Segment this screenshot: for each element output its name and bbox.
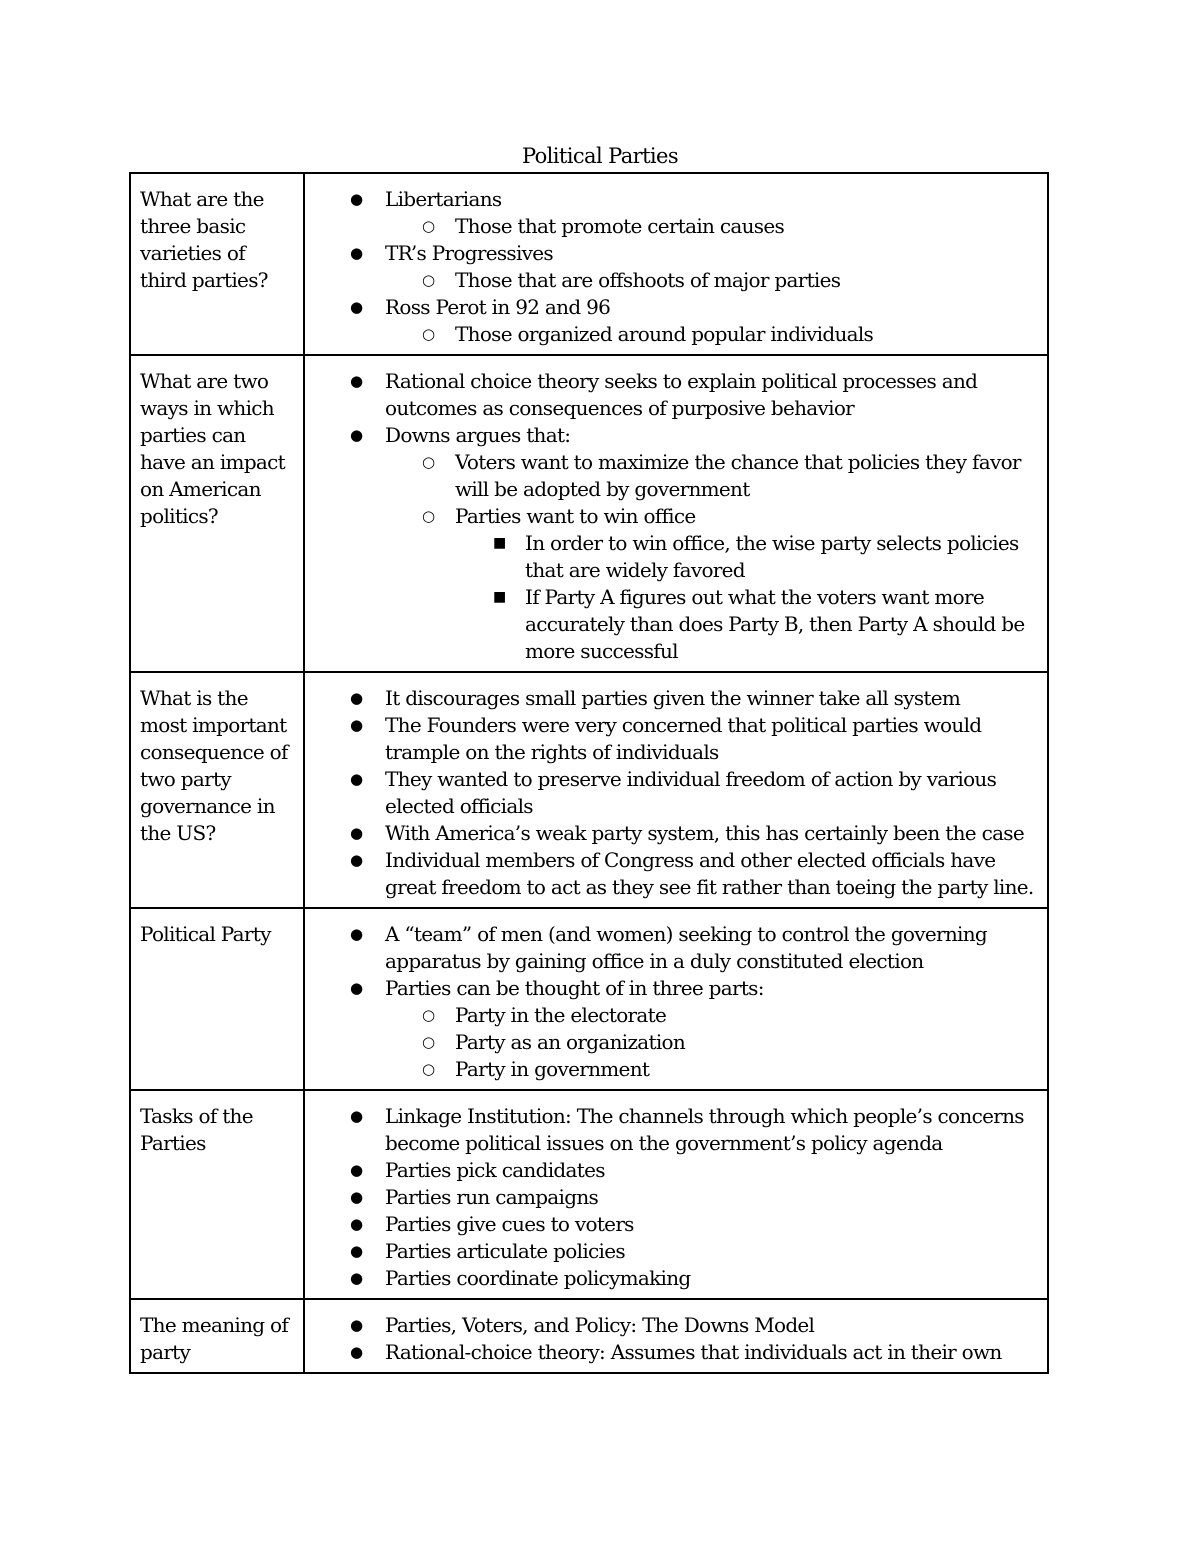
bullet-list-level-1 — [305, 1312, 1039, 1366]
list-item — [385, 321, 1039, 348]
term-cell: What is the most important consequence of two party governance in the US? — [130, 672, 304, 908]
list-item — [305, 1184, 1039, 1211]
bullet-list-level-2 — [385, 213, 1039, 240]
bullet-list-level-2 — [385, 267, 1039, 294]
list-item-text: A “team” of men (and women) seeking to control the governing apparatus by gaining office in a duly constituted election — [385, 922, 988, 973]
notes-table — [129, 172, 1049, 1374]
list-item — [385, 1002, 1039, 1029]
list-item — [305, 975, 1039, 1083]
list-item-text: Party in government — [455, 1057, 650, 1081]
list-item — [305, 847, 1039, 901]
list-item — [385, 449, 1039, 503]
table-row — [130, 1090, 1048, 1299]
list-item-text: Rational-choice theory: Assumes that individuals act in their own — [385, 1340, 1002, 1364]
list-item — [305, 422, 1039, 665]
list-item-text: Party in the electorate — [455, 1003, 667, 1027]
bullet-list-level-1 — [305, 921, 1039, 1083]
list-item-text: Voters want to maximize the chance that policies they favor will be adopted by government — [455, 450, 1021, 501]
bullet-list-level-2 — [385, 449, 1039, 665]
notes-cell — [304, 1090, 1048, 1299]
list-item — [305, 1312, 1039, 1339]
list-item — [305, 1238, 1039, 1265]
list-item-text: Parties want to win office — [455, 504, 696, 528]
list-item — [305, 368, 1039, 422]
list-item — [305, 240, 1039, 294]
list-item-text: Ross Perot in 92 and 96 — [385, 295, 611, 319]
list-item-text: If Party A figures out what the voters want more accurately than does Party B, then Party A should be more successful — [525, 585, 1025, 663]
bullet-list-level-2 — [385, 1002, 1039, 1083]
list-item-text: Parties coordinate policymaking — [385, 1266, 691, 1290]
list-item-text: Parties can be thought of in three parts: — [385, 976, 764, 1000]
list-item — [385, 1056, 1039, 1083]
list-item — [305, 1157, 1039, 1184]
list-item-text: Those that promote certain causes — [455, 214, 785, 238]
list-item — [385, 503, 1039, 665]
table-body — [130, 173, 1048, 1373]
table-row — [130, 355, 1048, 672]
list-item — [305, 921, 1039, 975]
list-item-text: Party as an organization — [455, 1030, 686, 1054]
bullet-list-level-1 — [305, 1103, 1039, 1292]
term-cell: What are two ways in which parties can have an impact on American politics? — [130, 355, 304, 672]
list-item — [385, 213, 1039, 240]
list-item-text: Parties give cues to voters — [385, 1212, 634, 1236]
term-cell: Political Party — [130, 908, 304, 1090]
list-item — [385, 1029, 1039, 1056]
list-item-text: With America’s weak party system, this has certainly been the case — [385, 821, 1024, 845]
list-item-text: It discourages small parties given the winner take all system — [385, 686, 961, 710]
list-item-text: Libertarians — [385, 187, 502, 211]
list-item — [385, 267, 1039, 294]
bullet-list-level-1 — [305, 685, 1039, 901]
list-item — [305, 1339, 1039, 1366]
notes-cell — [304, 672, 1048, 908]
list-item — [305, 685, 1039, 712]
list-item — [305, 294, 1039, 348]
list-item — [305, 186, 1039, 240]
list-item-text: Rational choice theory seeks to explain political processes and outcomes as consequences of purposive behavior — [385, 369, 978, 420]
bullet-list-level-1 — [305, 368, 1039, 665]
list-item — [305, 1103, 1039, 1157]
list-item-text: Parties articulate policies — [385, 1239, 625, 1263]
list-item — [305, 1265, 1039, 1292]
table-row — [130, 672, 1048, 908]
bullet-list-level-1 — [305, 186, 1039, 348]
list-item-text: The Founders were very concerned that political parties would trample on the rights of individuals — [385, 713, 982, 764]
list-item-text: TR’s Progressives — [385, 241, 553, 265]
term-cell: The meaning of party — [130, 1299, 304, 1373]
term-cell: Tasks of the Parties — [130, 1090, 304, 1299]
bullet-list-level-3 — [455, 530, 1039, 665]
notes-cell — [304, 173, 1048, 355]
list-item-text: They wanted to preserve individual freedom of action by various elected officials — [385, 767, 997, 818]
term-cell: What are the three basic varieties of third parties? — [130, 173, 304, 355]
notes-cell — [304, 908, 1048, 1090]
list-item — [455, 584, 1039, 665]
bullet-list-level-2 — [385, 321, 1039, 348]
list-item — [305, 1211, 1039, 1238]
list-item — [305, 820, 1039, 847]
list-item-text: Parties run campaigns — [385, 1185, 599, 1209]
list-item — [305, 712, 1039, 766]
list-item-text: Those that are offshoots of major parties — [455, 268, 841, 292]
table-row — [130, 173, 1048, 355]
list-item — [305, 766, 1039, 820]
table-row — [130, 908, 1048, 1090]
table-row — [130, 1299, 1048, 1373]
list-item-text: Those organized around popular individuals — [455, 322, 874, 346]
list-item-text: Parties pick candidates — [385, 1158, 605, 1182]
list-item-text: Linkage Institution: The channels through which people’s concerns become political issues on the government’s policy agenda — [385, 1104, 1024, 1155]
list-item-text: In order to win office, the wise party selects policies that are widely favored — [525, 531, 1019, 582]
page-title: Political Parties — [521, 144, 679, 168]
notes-cell — [304, 355, 1048, 672]
list-item-text: Individual members of Congress and other elected officials have great freedom to act as they see fit rather than toeing the party line. — [385, 848, 1034, 899]
notes-cell — [304, 1299, 1048, 1373]
list-item — [455, 530, 1039, 584]
list-item-text: Parties, Voters, and Policy: The Downs Model — [385, 1313, 815, 1337]
list-item-text: Downs argues that: — [385, 423, 571, 447]
